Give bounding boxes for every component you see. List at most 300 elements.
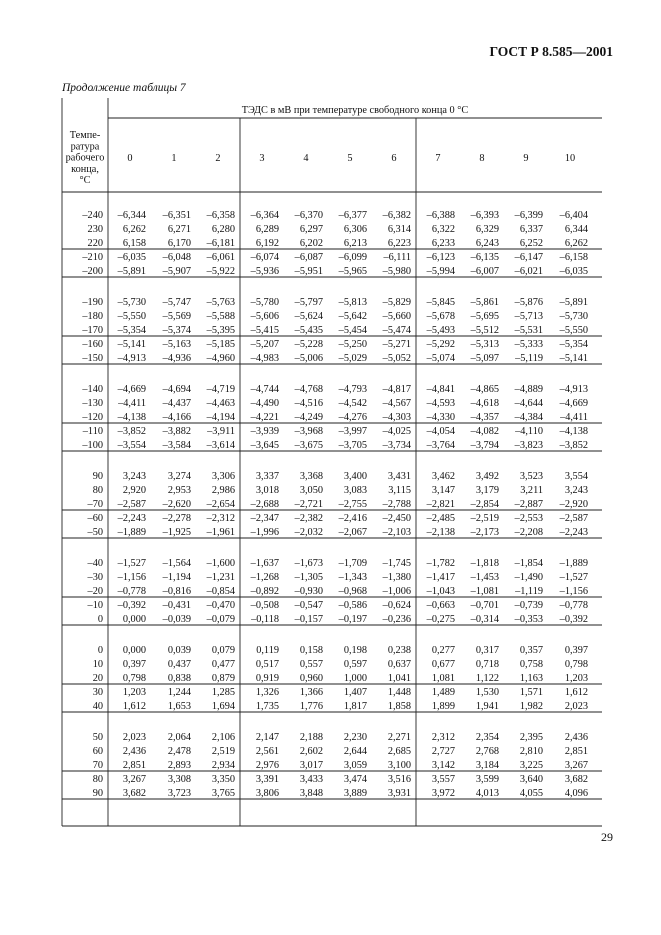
emf-cell: –5,271 [382, 339, 411, 350]
emf-cell: 3,018 [255, 485, 279, 496]
emf-cell: 1,081 [431, 673, 455, 684]
emf-cell: –5,333 [514, 339, 543, 350]
emf-cell: 1,694 [211, 701, 235, 712]
emf-cell: –5,980 [382, 266, 411, 277]
emf-cell: 0,039 [167, 645, 191, 656]
emf-cell: –5,052 [382, 353, 411, 364]
emf-cell: –5,097 [470, 353, 499, 364]
emf-cell: –5,550 [559, 325, 588, 336]
emf-cell: 0,119 [256, 645, 279, 656]
emf-cell: 6,262 [122, 224, 146, 235]
emf-cell: 2,271 [387, 732, 411, 743]
emf-cell: –4,276 [338, 412, 367, 423]
emf-cell: –0,816 [162, 586, 191, 597]
emf-cell: 2,976 [255, 760, 279, 771]
emf-cell: –2,416 [338, 513, 367, 524]
emf-cell: 3,554 [564, 471, 588, 482]
emf-cell: –5,569 [162, 311, 191, 322]
temperature-cell: 0 [97, 645, 103, 656]
emf-cell: 3,640 [519, 774, 543, 785]
emf-cell: 3,682 [564, 774, 588, 785]
emf-cell: –0,778 [559, 600, 588, 611]
emf-cell: –6,147 [514, 252, 543, 263]
temperature-cell: –200 [82, 266, 103, 277]
emf-cell: –6,364 [250, 210, 279, 221]
emf-cell: –0,275 [426, 614, 455, 625]
temperature-cell: 20 [92, 673, 103, 684]
emf-cell: –0,236 [382, 614, 411, 625]
emf-cell: –6,370 [294, 210, 323, 221]
emf-cell: –4,411 [560, 412, 588, 423]
emf-cell: 1,000 [343, 673, 367, 684]
emf-cell: –6,035 [117, 252, 146, 263]
emf-cell: –5,474 [382, 325, 411, 336]
emf-cell: –5,141 [559, 353, 588, 364]
emf-cell: –1,600 [206, 558, 235, 569]
emf-cell: 6,306 [343, 224, 367, 235]
emf-cell: –2,854 [470, 499, 499, 510]
emf-cell: –5,624 [294, 311, 323, 322]
emf-cell: 2,023 [564, 701, 588, 712]
emf-cell: –1,453 [470, 572, 499, 583]
emf-cell: –5,861 [470, 297, 499, 308]
emf-cell: 1,122 [475, 673, 499, 684]
emf-cell: 3,765 [211, 788, 235, 799]
emf-cell: –4,411 [118, 398, 146, 409]
emf-cell: –6,181 [206, 238, 235, 249]
emf-cell: –0,968 [338, 586, 367, 597]
emf-cell: –1,305 [294, 572, 323, 583]
emf-cell: –5,435 [294, 325, 323, 336]
emf-cell: –0,547 [294, 600, 323, 611]
emf-cell: –6,135 [470, 252, 499, 263]
emf-cell: –5,292 [426, 339, 455, 350]
emf-cell: –6,074 [250, 252, 279, 263]
emf-cell: –6,111 [383, 252, 411, 263]
emf-cell: –5,550 [117, 311, 146, 322]
emf-cell: –0,930 [294, 586, 323, 597]
column-header-6: 6 [391, 153, 397, 164]
emf-cell: –4,983 [250, 353, 279, 364]
emf-cell: 2,986 [211, 485, 235, 496]
emf-cell: –5,354 [559, 339, 588, 350]
emf-cell: 1,407 [343, 687, 367, 698]
emf-cell: –5,185 [206, 339, 235, 350]
emf-cell: –5,660 [382, 311, 411, 322]
row-header-label: °С [79, 175, 91, 187]
emf-cell: –4,593 [426, 398, 455, 409]
temperature-cell: –10 [87, 600, 103, 611]
emf-cell: 2,230 [343, 732, 367, 743]
emf-cell: 3,391 [255, 774, 279, 785]
emf-cell: –2,587 [117, 499, 146, 510]
temperature-cell: 90 [92, 788, 103, 799]
emf-cell: 1,448 [387, 687, 411, 698]
emf-cell: –0,470 [206, 600, 235, 611]
emf-cell: 6,233 [431, 238, 455, 249]
emf-cell: 0,317 [475, 645, 499, 656]
emf-cell: 0,517 [255, 659, 279, 670]
emf-cell: –1,709 [338, 558, 367, 569]
emf-cell: –6,061 [206, 252, 235, 263]
emf-cell: –2,382 [294, 513, 323, 524]
emf-cell: –5,951 [294, 266, 323, 277]
emf-cell: –4,357 [470, 412, 499, 423]
emf-cell: –2,243 [559, 527, 588, 538]
emf-cell: –1,673 [294, 558, 323, 569]
emf-cell: –5,730 [559, 311, 588, 322]
emf-cell: 6,322 [431, 224, 455, 235]
emf-cell: 3,059 [343, 760, 367, 771]
emf-cell: –4,138 [117, 412, 146, 423]
emf-cell: 2,106 [211, 732, 235, 743]
row-header-label: Темпе- [69, 130, 101, 141]
emf-cell: –3,794 [470, 440, 499, 451]
emf-cell: 3,017 [299, 760, 323, 771]
temperature-cell: 10 [92, 659, 103, 670]
emf-cell: –6,099 [338, 252, 367, 263]
emf-cell: 2,644 [343, 746, 367, 757]
emf-cell: 6,243 [475, 238, 499, 249]
column-header-2: 2 [215, 153, 221, 164]
emf-cell: –2,450 [382, 513, 411, 524]
emf-cell: 3,267 [564, 760, 588, 771]
emf-cell: –0,197 [338, 614, 367, 625]
emf-cell: 0,597 [343, 659, 367, 670]
emf-cell: –4,330 [426, 412, 455, 423]
emf-cell: –2,721 [294, 499, 323, 510]
temperature-cell: –240 [82, 210, 103, 221]
emf-cell: –4,817 [382, 384, 411, 395]
emf-cell: 3,267 [122, 774, 146, 785]
emf-cell: –4,054 [426, 426, 455, 437]
temperature-cell: –180 [82, 311, 103, 322]
emf-cell: –1,564 [162, 558, 191, 569]
emf-cell: 6,271 [167, 224, 191, 235]
emf-cell: 3,433 [299, 774, 323, 785]
emf-cell: 2,953 [167, 485, 191, 496]
emf-cell: 0,397 [564, 645, 588, 656]
emf-cell: 3,243 [122, 471, 146, 482]
emf-cell: –3,911 [207, 426, 235, 437]
emf-cell: 1,366 [299, 687, 323, 698]
emf-cell: 6,202 [299, 238, 323, 249]
emf-cell: –3,614 [206, 440, 235, 451]
temperature-cell: –20 [87, 586, 103, 597]
emf-cell: –6,377 [338, 210, 367, 221]
emf-cell: –4,110 [515, 426, 543, 437]
temperature-cell: 0 [97, 614, 103, 625]
emf-cell: –5,119 [515, 353, 543, 364]
column-header-4: 4 [303, 153, 309, 164]
emf-cell: –5,313 [470, 339, 499, 350]
emf-cell: –6,404 [559, 210, 588, 221]
emf-cell: 3,368 [299, 471, 323, 482]
temperature-cell: 50 [92, 732, 103, 743]
emf-cell: –5,512 [470, 325, 499, 336]
emf-cell: –0,854 [206, 586, 235, 597]
emf-cell: –2,519 [470, 513, 499, 524]
emf-cell: 0,000 [122, 645, 146, 656]
column-header-7: 7 [435, 153, 441, 164]
emf-cell: 0,277 [431, 645, 455, 656]
emf-cell: 3,431 [387, 471, 411, 482]
emf-cell: –5,354 [117, 325, 146, 336]
temperature-cell: –50 [87, 527, 103, 538]
emf-cell: –5,642 [338, 311, 367, 322]
emf-cell: 2,893 [167, 760, 191, 771]
emf-cell: –1,490 [514, 572, 543, 583]
emf-cell: –1,380 [382, 572, 411, 583]
emf-cell: –2,103 [382, 527, 411, 538]
emf-cell: 3,306 [211, 471, 235, 482]
emf-cell: 0,798 [122, 673, 146, 684]
emf-cell: 1,571 [519, 687, 543, 698]
emf-cell: –4,744 [250, 384, 279, 395]
emf-cell: –2,485 [426, 513, 455, 524]
emf-cell: 0,477 [211, 659, 235, 670]
emf-cell: –1,231 [206, 572, 235, 583]
emf-cell: –1,925 [162, 527, 191, 538]
emf-cell: 2,064 [167, 732, 191, 743]
emf-cell: –6,388 [426, 210, 455, 221]
temperature-cell: 30 [92, 687, 103, 698]
emf-cell: –2,755 [338, 499, 367, 510]
emf-cell: –1,782 [426, 558, 455, 569]
emf-cell: 3,848 [299, 788, 323, 799]
emf-cell: –6,351 [162, 210, 191, 221]
emf-cell: 2,312 [431, 732, 455, 743]
emf-cell: –4,618 [470, 398, 499, 409]
emf-cell: –1,996 [250, 527, 279, 538]
emf-cell: 6,329 [475, 224, 499, 235]
emf-cell: –2,654 [206, 499, 235, 510]
emf-cell: –3,997 [338, 426, 367, 437]
emf-cell: –5,876 [514, 297, 543, 308]
temperature-cell: 80 [92, 485, 103, 496]
emf-cell: –0,624 [382, 600, 411, 611]
emf-cell: 2,727 [431, 746, 455, 757]
emf-cell: 1,858 [387, 701, 411, 712]
emf-cell: 3,147 [431, 485, 455, 496]
table-continuation-caption: Продолжение таблицы 7 [62, 82, 186, 94]
emf-cell: –4,166 [162, 412, 191, 423]
standard-designation: ГОСТ Р 8.585—2001 [489, 44, 613, 59]
emf-cell: –0,431 [162, 600, 191, 611]
emf-cell: –5,493 [426, 325, 455, 336]
emf-cell: 6,289 [255, 224, 279, 235]
emf-cell: –5,006 [294, 353, 323, 364]
temperature-cell: –70 [87, 499, 103, 510]
emf-cell: –5,813 [338, 297, 367, 308]
emf-cell: –3,584 [162, 440, 191, 451]
emf-cell: 1,163 [519, 673, 543, 684]
emf-cell: 6,213 [343, 238, 367, 249]
emf-cell: 6,337 [519, 224, 543, 235]
emf-cell: –6,382 [382, 210, 411, 221]
emf-cell: –2,788 [382, 499, 411, 510]
emf-cell: 0,677 [431, 659, 455, 670]
temperature-cell: –120 [82, 412, 103, 423]
emf-cell: –5,074 [426, 353, 455, 364]
emf-cell: –2,208 [514, 527, 543, 538]
emf-cell: 4,055 [519, 788, 543, 799]
emf-cell: –3,968 [294, 426, 323, 437]
emf-cell: –2,620 [162, 499, 191, 510]
emf-cell: 4,013 [475, 788, 499, 799]
emf-cell: –5,454 [338, 325, 367, 336]
emf-cell: 3,516 [387, 774, 411, 785]
emf-cell: 3,523 [519, 471, 543, 482]
emf-cell: –2,067 [338, 527, 367, 538]
emf-cell: –0,586 [338, 600, 367, 611]
emf-cell: 2,478 [167, 746, 191, 757]
column-header-5: 5 [347, 153, 353, 164]
emf-cell: –6,123 [426, 252, 455, 263]
emf-cell: –4,303 [382, 412, 411, 423]
emf-cell: –5,695 [470, 311, 499, 322]
emf-cell: 2,354 [475, 732, 499, 743]
emf-cell: –6,048 [162, 252, 191, 263]
emf-cell: –4,841 [426, 384, 455, 395]
emf-cell: –4,138 [559, 426, 588, 437]
emf-cell: –2,920 [559, 499, 588, 510]
emf-cell: –0,039 [162, 614, 191, 625]
temperature-cell: –210 [82, 252, 103, 263]
emf-cell: –1,961 [206, 527, 235, 538]
emf-cell: 6,170 [167, 238, 191, 249]
emf-cell: 2,436 [564, 732, 588, 743]
emf-cell: –1,745 [382, 558, 411, 569]
emf-cell: –0,701 [470, 600, 499, 611]
table-cells [66, 105, 588, 799]
emf-cell: –5,994 [426, 266, 455, 277]
emf-cell: 0,758 [519, 659, 543, 670]
emf-cell: 0,000 [122, 614, 146, 625]
emf-cell: –1,119 [515, 586, 543, 597]
emf-cell: –2,821 [426, 499, 455, 510]
emf-cell: 3,184 [475, 760, 499, 771]
emf-cell: –4,669 [117, 384, 146, 395]
emf-cell: –0,739 [514, 600, 543, 611]
emf-cell: 1,041 [387, 673, 411, 684]
emf-cell: 6,262 [564, 238, 588, 249]
temperature-cell: 70 [92, 760, 103, 771]
emf-cell: –3,823 [514, 440, 543, 451]
temperature-cell: –150 [82, 353, 103, 364]
emf-cell: –4,194 [206, 412, 235, 423]
emf-cell: 0,397 [122, 659, 146, 670]
emf-cell: –4,490 [250, 398, 279, 409]
emf-cell: 6,252 [519, 238, 543, 249]
emf-cell: –3,645 [250, 440, 279, 451]
emf-cell: –1,417 [426, 572, 455, 583]
emf-cell: –5,936 [250, 266, 279, 277]
emf-cell: 3,557 [431, 774, 455, 785]
emf-cell: 6,344 [564, 224, 588, 235]
emf-cell: 2,147 [255, 732, 279, 743]
emf-cell: 1,244 [167, 687, 191, 698]
emf-cell: –5,531 [514, 325, 543, 336]
emf-cell: –3,734 [382, 440, 411, 451]
emf-cell: –5,763 [206, 297, 235, 308]
emf-cell: 3,225 [519, 760, 543, 771]
emf-cell: –5,845 [426, 297, 455, 308]
emf-cell: –2,032 [294, 527, 323, 538]
emf-cell: –4,669 [559, 398, 588, 409]
emf-cell: 2,851 [564, 746, 588, 757]
emf-cell: –5,415 [250, 325, 279, 336]
emf-cell: –2,688 [250, 499, 279, 510]
emf-cell: –6,087 [294, 252, 323, 263]
emf-cell: 3,492 [475, 471, 499, 482]
emf-cell: 0,919 [255, 673, 279, 684]
emf-cell: –5,141 [117, 339, 146, 350]
temperature-cell: –40 [87, 558, 103, 569]
emf-cell: 1,203 [564, 673, 588, 684]
emf-cell: 2,519 [211, 746, 235, 757]
emf-cell: –4,865 [470, 384, 499, 395]
emf-cell: –4,516 [294, 398, 323, 409]
emf-cell: 3,682 [122, 788, 146, 799]
emf-cell: 3,308 [167, 774, 191, 785]
emf-cell: –0,663 [426, 600, 455, 611]
emf-cell: 1,817 [343, 701, 367, 712]
emf-cell: 3,337 [255, 471, 279, 482]
emf-cell: 6,314 [387, 224, 411, 235]
temperature-cell: –30 [87, 572, 103, 583]
emf-cell: 2,395 [519, 732, 543, 743]
emf-cell: –4,384 [514, 412, 543, 423]
emf-cell: 6,158 [122, 238, 146, 249]
emf-cell: –5,029 [338, 353, 367, 364]
row-header-label: рабочего [65, 152, 105, 164]
emf-cell: –4,221 [250, 412, 279, 423]
emf-cell: –3,939 [250, 426, 279, 437]
emf-cell: –4,437 [162, 398, 191, 409]
emf-cell: 3,474 [343, 774, 367, 785]
emf-cell: –5,922 [206, 266, 235, 277]
emf-cell: –5,588 [206, 311, 235, 322]
emf-cell: 4,096 [564, 788, 588, 799]
temperature-cell: 40 [92, 701, 103, 712]
emf-cell: 2,023 [122, 732, 146, 743]
emf-cell: 3,142 [431, 760, 455, 771]
emf-cell: –5,678 [426, 311, 455, 322]
emf-cell: –0,079 [206, 614, 235, 625]
column-header-1: 1 [171, 153, 177, 164]
emf-cell: 1,612 [122, 701, 146, 712]
emf-cell: –6,358 [206, 210, 235, 221]
emf-cell: –5,780 [250, 297, 279, 308]
emf-cell: –3,705 [338, 440, 367, 451]
emf-cell: –2,553 [514, 513, 543, 524]
emf-cell: 3,972 [431, 788, 455, 799]
emf-cell: –0,353 [514, 614, 543, 625]
emf-cell: 3,889 [343, 788, 367, 799]
emf-cell: –6,007 [470, 266, 499, 277]
emf-cell: 3,462 [431, 471, 455, 482]
emf-cell: –4,025 [382, 426, 411, 437]
super-header: ТЭДС в мВ при температуре свободного конца 0 °С [241, 105, 469, 116]
emf-cell: –0,508 [250, 600, 279, 611]
emf-cell: –6,344 [117, 210, 146, 221]
emf-cell: –0,118 [251, 614, 279, 625]
emf-cell: –0,314 [470, 614, 499, 625]
emf-cell: –4,960 [206, 353, 235, 364]
emf-cell: –4,463 [206, 398, 235, 409]
emf-cell: 0,838 [167, 673, 191, 684]
